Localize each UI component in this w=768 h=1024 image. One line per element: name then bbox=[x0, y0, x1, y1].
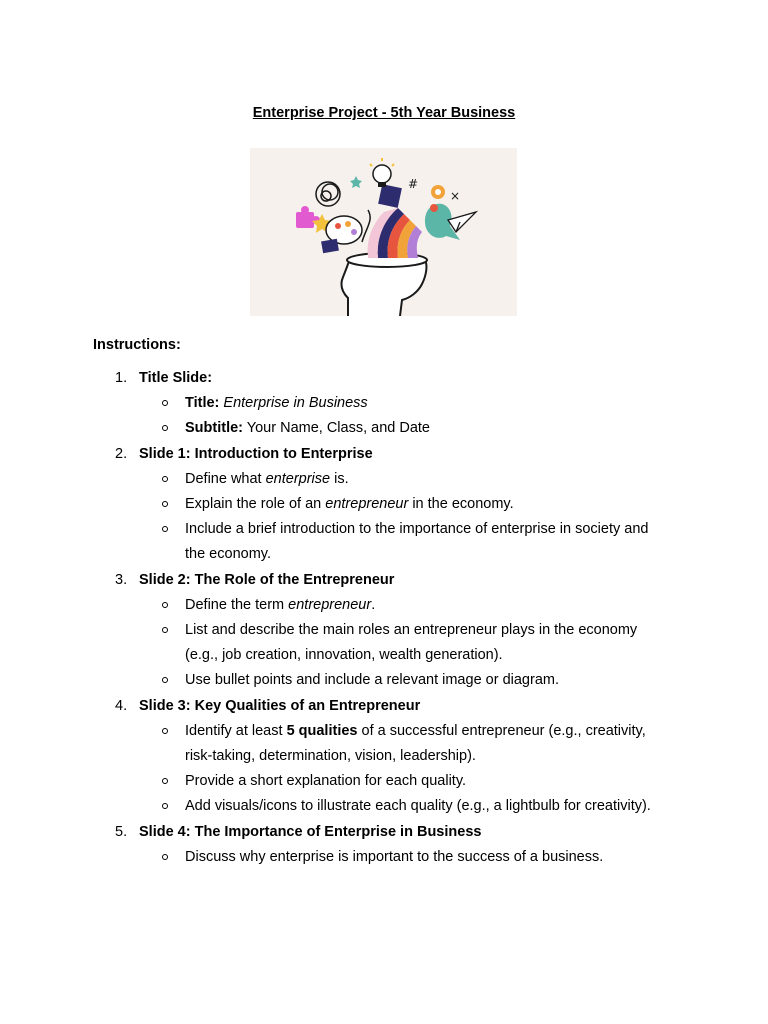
instructions-outline bbox=[0, 366, 768, 870]
sub-item: Title: Enterprise in Business bbox=[185, 391, 708, 416]
outline-item-title-slide bbox=[0, 366, 768, 442]
svg-text:#: # bbox=[408, 177, 419, 191]
hollow-bullet-icon bbox=[162, 476, 168, 482]
hollow-bullet-icon bbox=[162, 803, 168, 809]
hollow-bullet-icon bbox=[162, 778, 168, 784]
item-heading: Slide 3: Key Qualities of an Entrepreneur bbox=[139, 697, 421, 714]
sub-item: Define the term entrepreneur. bbox=[185, 593, 708, 618]
instructions-heading: Instructions: bbox=[93, 337, 181, 353]
outline-item-slide-1 bbox=[0, 442, 768, 568]
hollow-bullet-icon bbox=[162, 854, 168, 860]
item-heading: Slide 4: The Importance of Enterprise in Business bbox=[139, 823, 482, 840]
creativity-head-icon bbox=[250, 148, 517, 316]
creativity-head-illustration bbox=[250, 148, 517, 316]
sub-list bbox=[139, 845, 708, 870]
hollow-bullet-icon bbox=[162, 400, 168, 406]
outline-item-slide-3 bbox=[0, 694, 768, 820]
item-number: 1. bbox=[115, 370, 128, 386]
hollow-bullet-icon bbox=[162, 501, 168, 507]
sub-item: Explain the role of an entrepreneur in the economy. bbox=[185, 492, 708, 517]
outline-item-slide-2 bbox=[0, 568, 768, 694]
hollow-bullet-icon bbox=[162, 728, 168, 734]
item-heading: Slide 2: The Role of the Entrepreneur bbox=[139, 571, 395, 588]
sub-item: Identify at least 5 qualities of a successful entrepreneur (e.g., creativity, risk-taking, determination, vision, leadership). bbox=[185, 719, 708, 769]
sub-list bbox=[139, 719, 708, 820]
sub-item: Add visuals/icons to illustrate each quality (e.g., a lightbulb for creativity). bbox=[185, 794, 708, 819]
item-number: 2. bbox=[115, 445, 128, 462]
item-number: 4. bbox=[115, 697, 128, 714]
hollow-bullet-icon bbox=[162, 425, 168, 431]
sub-list bbox=[139, 593, 708, 694]
document-title: Enterprise Project - 5th Year Business bbox=[252, 105, 516, 121]
item-number: 5. bbox=[115, 823, 128, 840]
sub-item: Use bullet points and include a relevant image or diagram. bbox=[185, 668, 708, 693]
item-heading: Title Slide: bbox=[139, 370, 213, 386]
sub-item: List and describe the main roles an entrepreneur plays in the economy (e.g., job creation, innovation, wealth generation). bbox=[185, 618, 708, 668]
hollow-bullet-icon bbox=[162, 627, 168, 633]
sub-item: Discuss why enterprise is important to the success of a business. bbox=[185, 845, 708, 870]
sub-item: Subtitle: Your Name, Class, and Date bbox=[185, 416, 708, 441]
outline-item-slide-4 bbox=[0, 820, 768, 870]
svg-text:×: × bbox=[450, 189, 461, 203]
sub-list bbox=[139, 391, 708, 441]
hollow-bullet-icon bbox=[162, 602, 168, 608]
hollow-bullet-icon bbox=[162, 526, 168, 532]
item-number: 3. bbox=[115, 571, 128, 588]
sub-item: Define what enterprise is. bbox=[185, 467, 708, 492]
hollow-bullet-icon bbox=[162, 677, 168, 683]
sub-list bbox=[139, 467, 708, 568]
sub-item: Include a brief introduction to the importance of enterprise in society and the economy. bbox=[185, 517, 708, 567]
item-heading: Slide 1: Introduction to Enterprise bbox=[139, 445, 373, 462]
sub-item: Provide a short explanation for each quality. bbox=[185, 769, 708, 794]
